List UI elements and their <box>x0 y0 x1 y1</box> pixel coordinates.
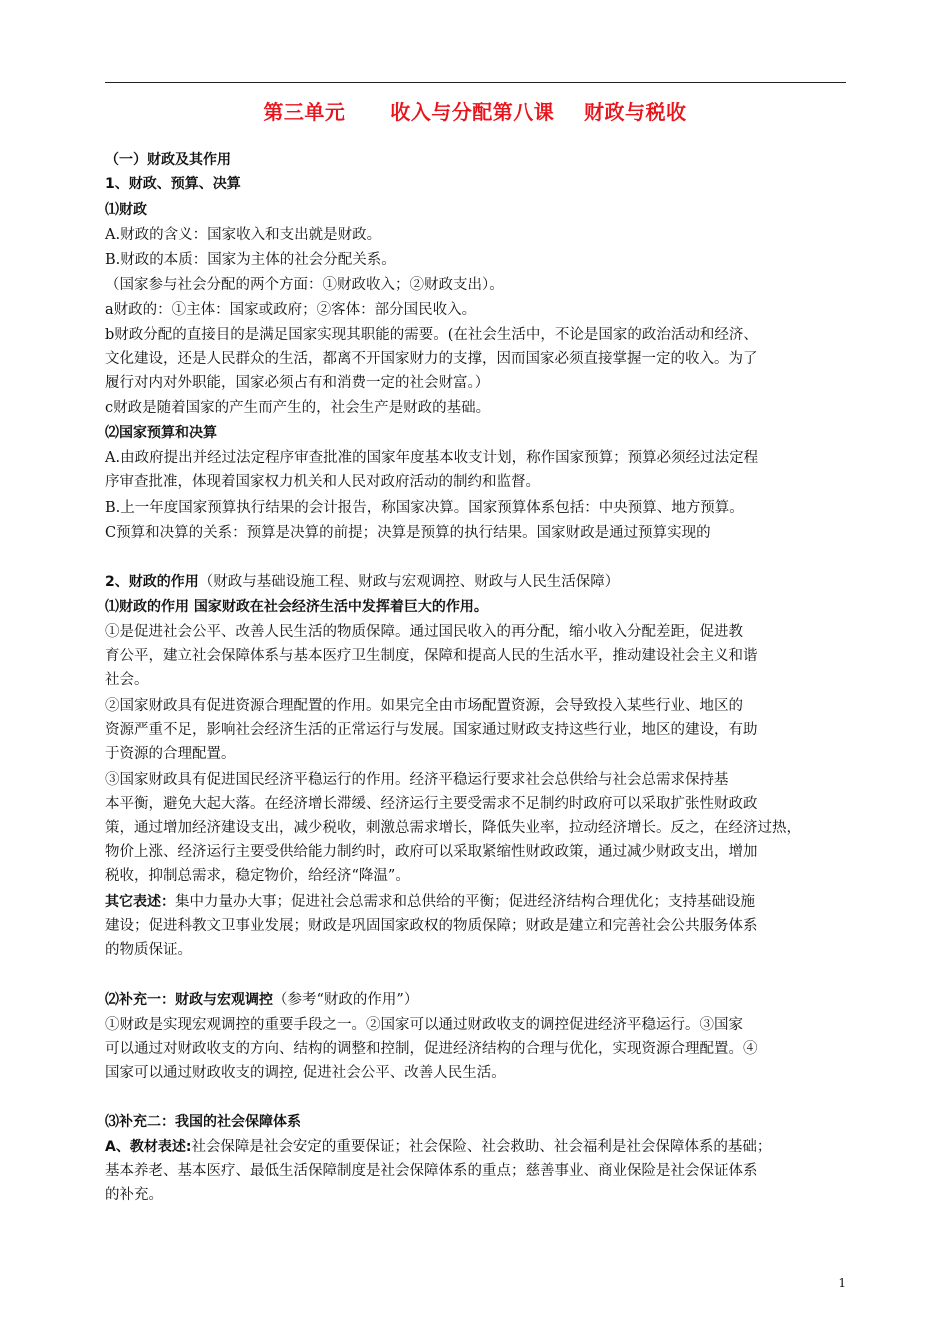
text-line: 建设；促进科教文卫事业发展；财政是巩固国家政权的物质保障；财政是建立和完善社会公共服务体系 <box>105 918 758 934</box>
text-line: A.财政的含义：国家收入和支出就是财政。 <box>105 227 382 243</box>
section-heading: ⑴财政 <box>105 202 147 218</box>
text-line: ③国家财政具有促进国民经济平稳运行的作用。经济平稳运行要求社会总供给与社会总需求保持基 <box>105 772 729 788</box>
text-line: 社会。 <box>105 672 149 688</box>
section-heading: ⑴财政的作用 国家财政在社会经济生活中发挥着巨大的作用。 <box>105 599 488 615</box>
text-line: B.上一年度国家预算执行结果的会计报告，称国家决算。国家预算体系包括：中央预算、地方预算。 <box>105 500 744 516</box>
text-line: ②国家财政具有促进资源合理配置的作用。如果完全由市场配置资源，会导致投入某些行业、地区的 <box>105 698 743 714</box>
bold-lead: A、教材表述: <box>105 1139 192 1155</box>
text-line: 育公平，建立社会保障体系与基本医疗卫生制度，保障和提高人民的生活水平，推动建设社会主义和谐 <box>105 648 758 664</box>
text-line: B.财政的本质：国家为主体的社会分配关系。 <box>105 252 396 268</box>
bold-lead: 2、财政的作用 <box>105 574 199 590</box>
text-line: 于资源的合理配置。 <box>105 746 236 762</box>
page-number: 1 <box>838 1276 846 1290</box>
bold-lead: 其它表述： <box>105 894 175 910</box>
text-line: 基本养老、基本医疗、最低生活保障制度是社会保障体系的重点；慈善事业、商业保险是社会保证体系 <box>105 1163 758 1179</box>
text-line: 的物质保证。 <box>105 942 192 958</box>
text-line <box>105 571 850 593</box>
line-text: 集中力量办大事；促进社会总需求和总供给的平衡；促进经济结构合理优化；支持基础设施 <box>175 894 755 910</box>
text-line: 税收，抑制总需求，稳定物价，给经济“降温”。 <box>105 868 410 884</box>
text-line: b财政分配的直接目的是满足国家实现其职能的需要。(在社会生活中，不论是国家的政治活动和经济、 <box>105 327 758 343</box>
text-line <box>105 1136 850 1158</box>
text-line: ①是促进社会公平、改善人民生活的物质保障。通过国民收入的再分配，缩小收入分配差距，促进教 <box>105 624 743 640</box>
line-text: 社会保障是社会安定的重要保证；社会保险、社会救助、社会福利是社会保障体系的基础； <box>191 1139 772 1155</box>
section-heading: ⑵国家预算和决算 <box>105 425 217 441</box>
text-line <box>105 891 850 913</box>
text-line: 国家可以通过财政收支的调控, 促进社会公平、改善人民生活。 <box>105 1065 506 1081</box>
text-line: 策，通过增加经济建设支出，减少税收，刺激总需求增长，降低失业率，拉动经济增长。反之，在经济过热， <box>105 820 801 836</box>
text-line: 资源严重不足，影响社会经济生活的正常运行与发展。国家通过财政支持这些行业，地区的建设，有助 <box>105 722 758 738</box>
text-line <box>105 989 850 1011</box>
text-line: a财政的：①主体：国家或政府；②客体：部分国民收入。 <box>105 302 477 318</box>
text-line: 序审查批准，体现着国家权力机关和人民对政府活动的制约和监督。 <box>105 474 540 490</box>
text-line: 物价上涨、经济运行主要受供给能力制约时，政府可以采取紧缩性财政政策，通过减少财政支出，增加 <box>105 844 758 860</box>
section-heading: ⑶补充二：我国的社会保障体系 <box>105 1114 301 1130</box>
text-line: （国家参与社会分配的两个方面：①财政收入；②财政支出）。 <box>105 277 504 293</box>
page-title: 第三单元 收入与分配第八课 财政与税收 <box>263 100 687 124</box>
text-line: 文化建设，还是人民群众的生活，都离不开国家财力的支撑，因而国家必须直接掌握一定的收入。为了 <box>105 351 758 367</box>
line-text: （参考“财政的作用”） <box>273 992 419 1008</box>
text-line: ①财政是实现宏观调控的重要手段之一。②国家可以通过财政收支的调控促进经济平稳运行。③国家 <box>105 1017 743 1033</box>
bold-lead: ⑵补充一：财政与宏观调控 <box>105 992 273 1008</box>
text-line: A.由政府提出并经过法定程序审查批准的国家年度基本收支计划，称作国家预算；预算必须经过法定程 <box>105 450 759 466</box>
text-line: 履行对内对外职能，国家必须占有和消费一定的社会财富。） <box>105 375 490 391</box>
line-text: （财政与基础设施工程、财政与宏观调控、财政与人民生活保障） <box>198 574 620 590</box>
text-line: 可以通过对财政收支的方向、结构的调整和控制，促进经济结构的合理与优化，实现资源合理配置。④ <box>105 1041 758 1057</box>
text-line: 的补充。 <box>105 1187 163 1203</box>
section-heading: （一）财政及其作用 <box>105 152 231 168</box>
text-line: 本平衡，避免大起大落。在经济增长滞缓、经济运行主要受需求不足制约时政府可以采取扩张性财政政 <box>105 796 758 812</box>
section-heading: 1、财政、预算、决算 <box>105 176 241 192</box>
text-line: C预算和决算的关系：预算是决算的前提；决算是预算的执行结果。国家财政是通过预算实现的 <box>105 525 711 541</box>
text-line: c财政是随着国家的产生而产生的，社会生产是财政的基础。 <box>105 400 491 416</box>
header-rule <box>105 82 846 83</box>
